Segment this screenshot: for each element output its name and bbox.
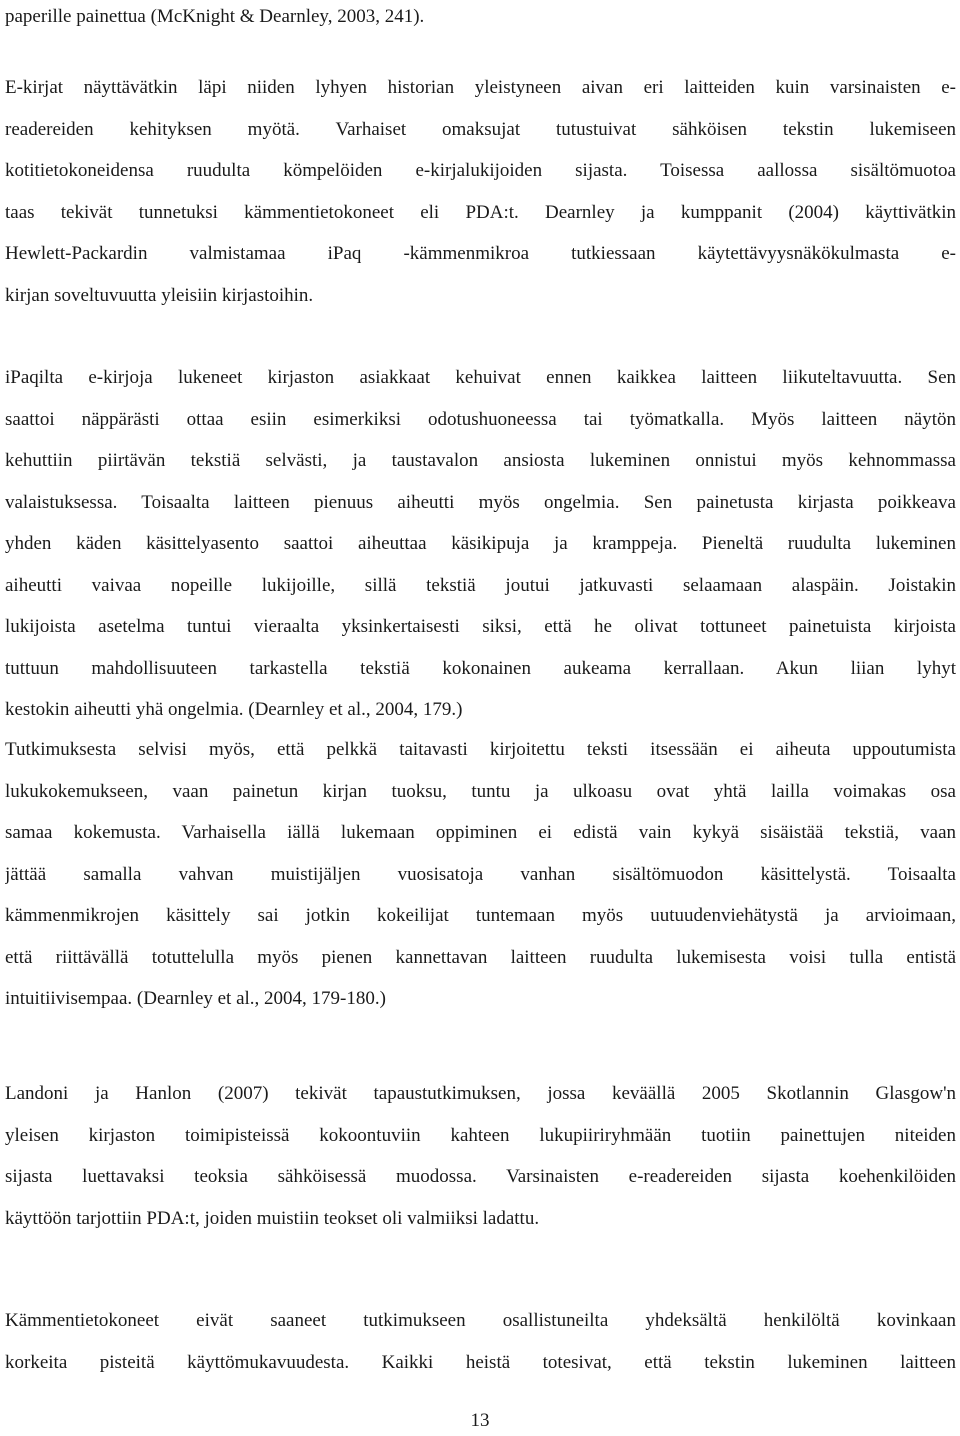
text-line: aiheutti vaivaa nopeille lukijoille, sillä tekstiä joutui jatkuvasti selaamaan alaspäin. Joistakin: [5, 574, 956, 596]
text-line: paperille painettua (McKnight & Dearnley, 2003, 241).: [5, 6, 425, 27]
text-line: E-kirjat näyttävätkin läpi niiden lyhyen historian yleistyneen aivan eri laitteiden kuin varsinaisten e-: [5, 77, 956, 98]
text-line: Tutkimuksesta selvisi myös, että pelkkä taitavasti kirjoitettu teksti itsessään ei aiheuta uppoutumista: [5, 739, 956, 760]
paragraph-1: [5, 0, 956, 38]
paragraph-6: [5, 1300, 956, 1383]
text-line: jättää samalla vahvan muistijäljen vuosisatoja vanhan sisältömuodon käsittelystä. Toisaalta: [5, 863, 956, 885]
paragraph-2: [5, 67, 956, 316]
text-line: sijasta luettavaksi teoksia sähköisessä muodossa. Varsinaisten e-readereiden sijasta koehenkilöiden: [5, 1166, 956, 1187]
text-line: intuitiivisempaa. (Dearnley et al., 2004, 179-180.): [5, 988, 386, 1009]
text-line: tuttuun mahdollisuuteen tarkastella tekstiä kokonainen aukeama kerrallaan. Akun liian lyhyt: [5, 657, 956, 679]
text-line: Landoni ja Hanlon (2007) tekivät tapaustutkimuksen, jossa keväällä 2005 Skotlannin Glasgow'n: [5, 1083, 956, 1104]
text-line: taas tekivät tunnetuksi kämmentietokoneet eli PDA:t. Dearnley ja kumppanit (2004) käyttivätkin: [5, 201, 956, 223]
text-line: Hewlett-Packardin valmistamaa iPaq -kämmenmikroa tutkiessaan käytettävyysnäkökulmasta e-: [5, 243, 956, 264]
text-line: samaa kokemusta. Varhaisella iällä lukemaan oppiminen ei edistä vain kykyä sisäistää tekstiä, vaan: [5, 822, 956, 843]
paragraph-4: [5, 729, 956, 1020]
paragraph-3: [5, 357, 956, 731]
text-line: käyttöön tarjottiin PDA:t, joiden muistiin teokset oli valmiiksi ladattu.: [5, 1207, 540, 1229]
text-line: saattoi näppärästi ottaa esiin esimerkiksi odotushuoneessa tai työmatkalla. Myös laitteen näytön: [5, 408, 956, 430]
text-line: että riittävällä totuttelulla myös pienen kannettavan laitteen ruudulta lukemisesta voisi tulla entistä: [5, 946, 956, 968]
text-line: lukukokemukseen, vaan painetun kirjan tuoksu, tuntu ja ulkoasu ovat yhtä lailla voimakas osa: [5, 780, 956, 802]
paragraph-5: [5, 1073, 956, 1239]
text-line: kämmenmikrojen käsittely sai jotkin kokeilijat tuntemaan myös uutuudenviehätystä ja arvioimaan,: [5, 905, 956, 926]
text-line: Kämmentietokoneet eivät saaneet tutkimukseen osallistuneilta yhdeksältä henkilöltä kovinkaan: [5, 1310, 956, 1331]
text-line: korkeita pisteitä käyttömukavuudesta. Kaikki heistä totesivat, että tekstin lukeminen laitteen: [5, 1351, 956, 1373]
text-line: lukijoista asetelma tuntui vieraalta yksinkertaisesti siksi, että he olivat tottuneet painetuista kirjoista: [5, 616, 956, 637]
text-line: kehuttiin piirtävän tekstiä selvästi, ja taustavalon ansiosta lukeminen onnistui myös kehnommassa: [5, 450, 956, 471]
text-line: yhden käden käsittelyasento saattoi aiheuttaa käsikipuja ja kramppeja. Pieneltä ruudulta lukeminen: [5, 533, 956, 554]
text-line: kotitietokoneidensa ruudulta kömpelöiden e-kirjalukijoiden sijasta. Toisessa aallossa sisältömuotoa: [5, 160, 956, 181]
text-line: kestokin aiheutti yhä ongelmia. (Dearnley et al., 2004, 179.): [5, 699, 463, 720]
text-line: readereiden kehityksen myötä. Varhaiset omaksujat tutustuivat sähköisen tekstin lukemiseen: [5, 118, 956, 140]
text-line: valaistuksessa. Toisaalta laitteen pienuus aiheutti myös ongelmia. Sen painetusta kirjasta poikkeava: [5, 491, 956, 513]
page-number: 13: [470, 1410, 490, 1431]
text-line: iPaqilta e-kirjoja lukeneet kirjaston asiakkaat kehuivat ennen kaikkea laitteen liikuteltavuutta. Sen: [5, 367, 956, 388]
document-page: [5, 0, 956, 1436]
text-line: yleisen kirjaston toimipisteissä kokoontuviin kahteen lukupiiriryhmään tuotiin painettujen niteiden: [5, 1124, 956, 1146]
text-line: kirjan soveltuvuutta yleisiin kirjastoihin.: [5, 284, 314, 306]
